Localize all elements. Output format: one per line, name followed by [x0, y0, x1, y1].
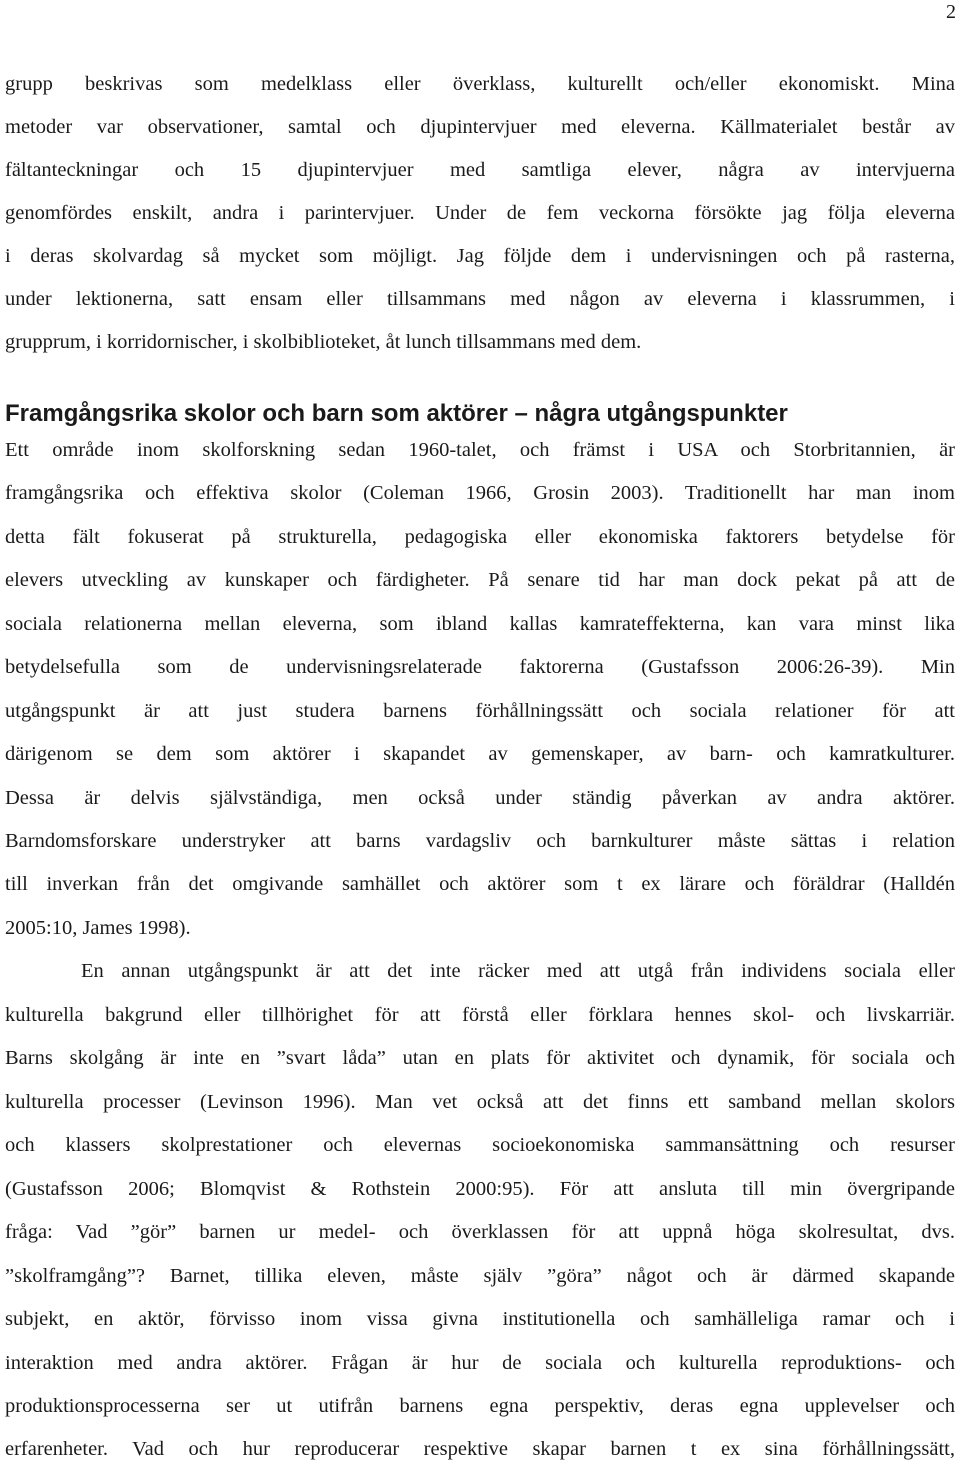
body-text-line: erfarenheter. Vad och hur reproducerar respektive skapar barnen t ex sina förhållningssätt, — [5, 1438, 955, 1460]
body-text-line: betydelsefulla som de undervisningsrelaterade faktorerna (Gustafsson 2006:26-39). Min — [5, 656, 955, 678]
body-text-line: genomfördes enskilt, andra i parintervjuer. Under de fem veckorna försökte jag följa eleverna — [5, 202, 955, 224]
body-text-line: Dessa är delvis självständiga, men också under ständig påverkan av andra aktörer. — [5, 787, 955, 809]
body-text-line: och klassers skolprestationer och elevernas socioekonomiska sammansättning och resurser — [5, 1134, 955, 1156]
body-text-line: ”skolframgång”? Barnet, tillika eleven, måste själv ”göra” något och är därmed skapande — [5, 1265, 955, 1287]
body-text-line: 2005:10, James 1998). — [5, 917, 191, 939]
body-text-line: detta fält fokuserat på strukturella, pedagogiska eller ekonomiska faktorers betydelse för — [5, 526, 955, 548]
page-number: 2 — [946, 1, 956, 23]
body-text-line: framgångsrika och effektiva skolor (Coleman 1966, Grosin 2003). Traditionellt har man inom — [5, 482, 955, 504]
body-text-line: under lektionerna, satt ensam eller tillsammans med någon av eleverna i klassrummen, i — [5, 288, 955, 310]
body-text-line: Ett område inom skolforskning sedan 1960-talet, och främst i USA och Storbritannien, är — [5, 439, 955, 461]
body-text-line: Barndomsforskare understryker att barns vardagsliv och barnkulturer måste sättas i relation — [5, 830, 955, 852]
body-text-line: sociala relationerna mellan eleverna, som ibland kallas kamrateffekterna, kan vara minst lika — [5, 613, 955, 635]
body-text-line: kulturella bakgrund eller tillhörighet för att förstå eller förklara hennes skol- och livskarriär. — [5, 1004, 955, 1026]
section-heading: Framgångsrika skolor och barn som aktörer – några utgångspunkter — [5, 400, 788, 427]
body-text-line: därigenom se dem som aktörer i skapandet av gemenskaper, av barn- och kamratkulturer. — [5, 743, 955, 765]
body-text-line: grupprum, i korridornischer, i skolbiblioteket, åt lunch tillsammans med dem. — [5, 331, 642, 353]
body-text-line: fråga: Vad ”gör” barnen ur medel- och överklassen för att uppnå höga skolresultat, dvs. — [5, 1221, 955, 1243]
body-text-line: Barns skolgång är inte en ”svart låda” utan en plats för aktivitet och dynamik, för sociala och — [5, 1047, 955, 1069]
body-text-line: En annan utgångspunkt är att det inte räcker med att utgå från individens sociala eller — [81, 960, 955, 982]
body-text-line: kulturella processer (Levinson 1996). Man vet också att det finns ett samband mellan skolors — [5, 1091, 955, 1113]
body-text-line: metoder var observationer, samtal och djupintervjuer med eleverna. Källmaterialet består av — [5, 116, 955, 138]
body-text-line: produktionsprocesserna ser ut utifrån barnens egna perspektiv, deras egna upplevelser och — [5, 1395, 955, 1417]
body-text-line: interaktion med andra aktörer. Frågan är hur de sociala och kulturella reproduktions- och — [5, 1352, 955, 1374]
body-text-line: i deras skolvardag så mycket som möjligt. Jag följde dem i undervisningen och på rasterna, — [5, 245, 955, 267]
body-text-line: subjekt, en aktör, förvisso inom vissa givna institutionella och samhälleliga ramar och i — [5, 1308, 955, 1330]
body-text-line: utgångspunkt är att just studera barnens förhållningssätt och sociala relationer för att — [5, 700, 955, 722]
body-text-line: elevers utveckling av kunskaper och färdigheter. På senare tid har man dock pekat på att de — [5, 569, 955, 591]
body-text-line: till inverkan från det omgivande samhället och aktörer som t ex lärare och föräldrar (Halldén — [5, 873, 955, 895]
body-text-line: fältanteckningar och 15 djupintervjuer med samtliga elever, några av intervjuerna — [5, 159, 955, 181]
body-text-line: (Gustafsson 2006; Blomqvist & Rothstein 2000:95). För att ansluta till min övergripande — [5, 1178, 955, 1200]
body-text-line: grupp beskrivas som medelklass eller överklass, kulturellt och/eller ekonomiskt. Mina — [5, 73, 955, 95]
